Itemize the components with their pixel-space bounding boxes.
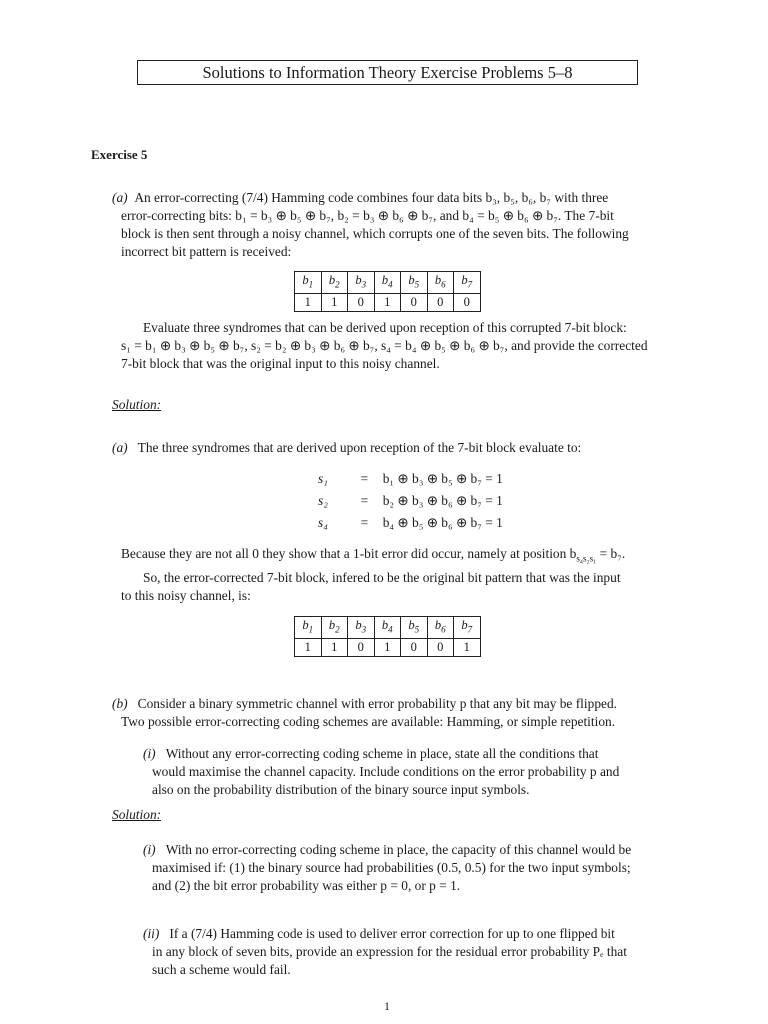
part-b-i-line1: Without any error-correcting coding scheme in place, state all the conditions that: [165, 746, 599, 761]
received-bits-table: [294, 271, 481, 312]
header-cell: $b_3$: [348, 617, 375, 639]
because-text: Because they are not all 0 they show that a 1-bit error did occur, namely at position b: [121, 546, 577, 561]
page-number: 1: [384, 999, 390, 1013]
table-header-row: [295, 617, 481, 639]
equals-sign: =: [360, 493, 369, 508]
syndrome-lhs: s₂: [318, 493, 328, 508]
syndrome-row: [318, 493, 503, 509]
header-cell: $b_6$: [427, 617, 454, 639]
corrected-bits-table: [294, 616, 481, 657]
part-a-question: [112, 189, 687, 261]
part-b-i-solution: [143, 841, 687, 895]
equals-sign: =: [360, 471, 369, 486]
header-cell: $b_6$: [427, 272, 454, 294]
value-cell: 0: [427, 638, 454, 656]
part-a-solution: [112, 439, 687, 457]
part-b-question: [112, 695, 687, 731]
part-a-line3: block is then sent through a noisy channel, which corrupts one of the seven bits. The following: [121, 226, 629, 241]
table-header-row: [295, 272, 481, 294]
evaluate-line2: s₁ = b₁ ⊕ b₃ ⊕ b₅ ⊕ b₇, s₂ = b₂ ⊕ b₃ ⊕ b₆ ⊕ b₇, s₄ = b₄ ⊕ b₅ ⊕ b₆ ⊕ b₇, and provide the corrected: [121, 338, 648, 353]
so-line2: to this noisy channel, is:: [121, 588, 251, 603]
header-cell: $b_7$: [454, 617, 481, 639]
header-cell: $b_4$: [374, 272, 401, 294]
part-b-i-solution-line1: With no error-correcting coding scheme in place, the capacity of this channel would be: [165, 842, 632, 857]
table-row: [295, 293, 481, 311]
exercise-heading: Exercise 5: [91, 147, 148, 162]
header-cell: $b_3$: [348, 272, 375, 294]
solution-label: Solution:: [112, 397, 162, 412]
syndrome-rhs: b₄ ⊕ b₅ ⊕ b₆ ⊕ b₇ = 1: [382, 515, 503, 530]
value-cell: 1: [374, 638, 401, 656]
because-paragraph: [121, 545, 696, 568]
syndrome-rhs: b₂ ⊕ b₃ ⊕ b₆ ⊕ b₇ = 1: [382, 493, 503, 508]
part-a-label: (a): [112, 190, 128, 205]
value-cell: 0: [401, 638, 428, 656]
part-a-line2: error-correcting bits: b₁ = b₃ ⊕ b₅ ⊕ b₇, b₂ = b₃ ⊕ b₆ ⊕ b₇, and b₄ = b₅ ⊕ b₆ ⊕ b₇. The 7-bit: [121, 208, 614, 223]
part-b-i-line3: also on the probability distribution of the binary source input symbols.: [152, 782, 530, 797]
part-b-label: (b): [112, 696, 128, 711]
value-cell: 1: [321, 293, 348, 311]
part-b-line2: Two possible error-correcting coding schemes are available: Hamming, or simple repetition.: [121, 714, 616, 729]
syndrome-lhs: s₄: [318, 515, 328, 530]
part-b-ii-line3: such a scheme would fail.: [152, 962, 291, 977]
syndrome-row: [318, 515, 503, 531]
part-b-ii-question: [143, 925, 687, 979]
header-cell: $b_2$: [321, 617, 348, 639]
evaluate-line3: 7-bit block that was the original input to this noisy channel.: [121, 356, 440, 371]
value-cell: 1: [295, 293, 322, 311]
evaluate-paragraph: [121, 319, 687, 373]
header-cell: $b_5$: [401, 272, 428, 294]
value-cell: 1: [374, 293, 401, 311]
value-cell: 1: [321, 638, 348, 656]
part-b-line1: Consider a binary symmetric channel with error probability p that any bit may be flipped.: [137, 696, 618, 711]
value-cell: 0: [348, 638, 375, 656]
value-cell: 1: [454, 638, 481, 656]
part-b-i-line2: would maximise the channel capacity. Include conditions on the error probability p and: [152, 764, 620, 779]
header-cell: $b_1$: [295, 617, 322, 639]
table-row: [295, 638, 481, 656]
part-b-ii-line1: If a (7/4) Hamming code is used to deliver error correction for up to one flipped bit: [169, 926, 615, 941]
part-b-ii-label: (ii): [143, 926, 160, 941]
header-cell: $b_2$: [321, 272, 348, 294]
solution-label: Solution:: [112, 807, 162, 822]
part-a-solution-text: The three syndromes that are derived upon reception of the 7-bit block evaluate to:: [137, 440, 582, 455]
value-cell: 0: [427, 293, 454, 311]
part-a-line1: An error-correcting (7/4) Hamming code combines four data bits b₃, b₅, b₆, b₇ with three: [134, 190, 609, 205]
syndrome-rhs: b₁ ⊕ b₃ ⊕ b₅ ⊕ b₇ = 1: [382, 471, 503, 486]
equals-sign: =: [360, 515, 369, 530]
value-cell: 0: [348, 293, 375, 311]
part-b-i-label: (i): [143, 746, 156, 761]
part-a-line4: incorrect bit pattern is received:: [121, 244, 292, 259]
syndrome-lhs: s₁: [318, 471, 328, 486]
header-cell: $b_4$: [374, 617, 401, 639]
part-b-i-solution-line3: and (2) the bit error probability was either p = 0, or p = 1.: [152, 878, 461, 893]
header-cell: $b_7$: [454, 272, 481, 294]
page-title: Solutions to Information Theory Exercise Problems 5–8: [137, 60, 638, 85]
header-cell: $b_1$: [295, 272, 322, 294]
position-subscript: s₄s₂s₁: [576, 553, 597, 564]
header-cell: $b_5$: [401, 617, 428, 639]
syndrome-row: [318, 471, 503, 487]
value-cell: 1: [295, 638, 322, 656]
part-b-ii-line2: in any block of seven bits, provide an expression for the residual error probability Pₑ that: [152, 944, 627, 959]
because-tail: = b₇.: [596, 546, 626, 561]
part-b-i-question: [143, 745, 687, 799]
value-cell: 0: [454, 293, 481, 311]
part-b-i-solution-line2: maximised if: (1) the binary source had probabilities (0.5, 0.5) for the two input symbols;: [152, 860, 631, 875]
part-a-solution-label: (a): [112, 440, 128, 455]
so-paragraph: [121, 569, 687, 605]
part-b-i-solution-label: (i): [143, 842, 156, 857]
value-cell: 0: [401, 293, 428, 311]
evaluate-line1: Evaluate three syndromes that can be derived upon reception of this corrupted 7-bit block:: [143, 320, 627, 335]
so-line1: So, the error-corrected 7-bit block, infered to be the original bit pattern that was the input: [143, 570, 621, 585]
